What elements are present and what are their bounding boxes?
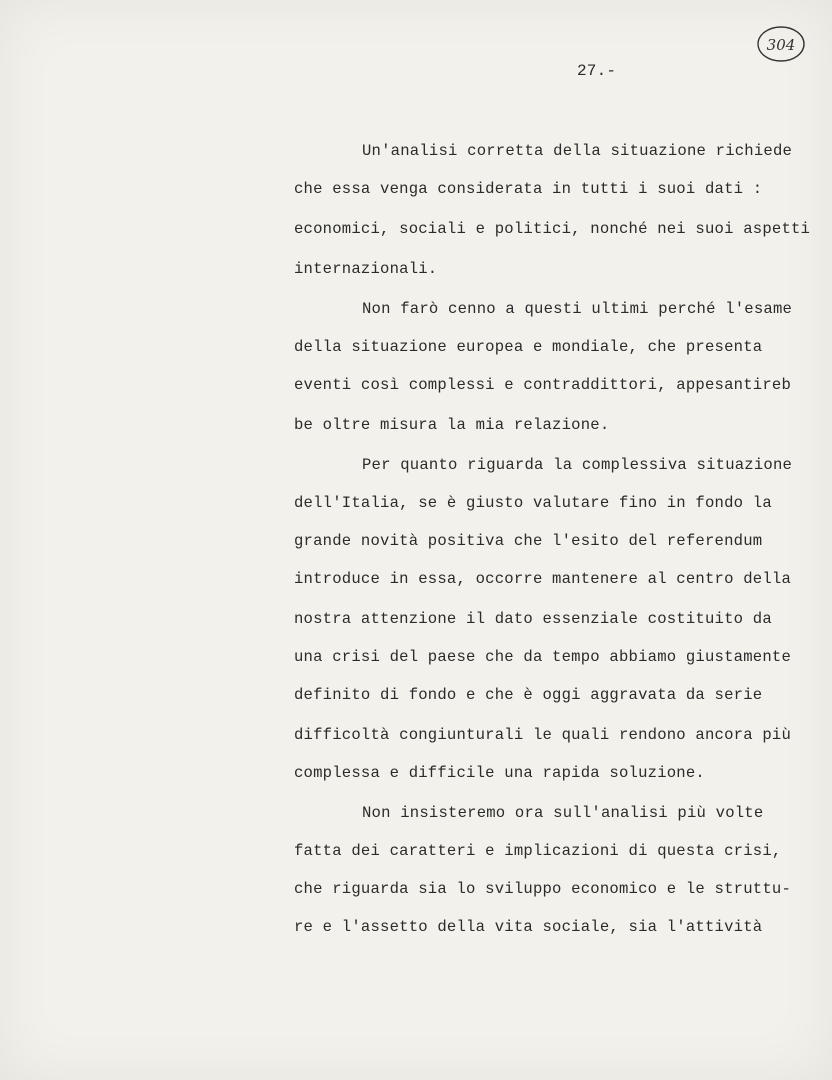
text-line: introduce in essa, occorre mantenere al centro della bbox=[294, 570, 792, 588]
text-line: internazionali. bbox=[294, 260, 438, 278]
text-line: della situazione europea e mondiale, che presenta bbox=[294, 338, 763, 356]
text-line: dell'Italia, se è giusto valutare fino in fondo la bbox=[294, 494, 772, 512]
text-line: che essa venga considerata in tutti i suoi dati : bbox=[294, 180, 763, 198]
archive-number-stamp bbox=[755, 24, 807, 64]
text-line: eventi così complessi e contraddittori, appesantireb bbox=[294, 376, 792, 394]
text-line: grande novità positiva che l'esito del referendum bbox=[294, 532, 763, 550]
page-number: 27.- bbox=[577, 62, 617, 80]
text-line: economici, sociali e politici, nonché nei suoi aspetti bbox=[294, 220, 811, 238]
text-line: be oltre misura la mia relazione. bbox=[294, 416, 610, 434]
text-line: difficoltà congiunturali le quali rendono ancora più bbox=[294, 726, 792, 744]
text-line: fatta dei caratteri e implicazioni di questa crisi, bbox=[294, 842, 782, 860]
text-line: Non farò cenno a questi ultimi perché l'esame bbox=[362, 300, 793, 318]
archive-number-text: 304 bbox=[766, 36, 796, 54]
text-line: nostra attenzione il dato essenziale costituito da bbox=[294, 610, 772, 628]
text-line: Non insisteremo ora sull'analisi più volte bbox=[362, 804, 764, 822]
text-line: definito di fondo e che è oggi aggravata da serie bbox=[294, 686, 763, 704]
text-line: una crisi del paese che da tempo abbiamo giustamente bbox=[294, 648, 792, 666]
text-line: complessa e difficile una rapida soluzione. bbox=[294, 764, 705, 782]
text-line: Un'analisi corretta della situazione richiede bbox=[362, 142, 793, 160]
handwritten-circle-icon bbox=[755, 24, 807, 64]
text-line: re e l'assetto della vita sociale, sia l'attività bbox=[294, 918, 763, 936]
text-line: Per quanto riguarda la complessiva situazione bbox=[362, 456, 793, 474]
text-line: che riguarda sia lo sviluppo economico e le struttu- bbox=[294, 880, 792, 898]
